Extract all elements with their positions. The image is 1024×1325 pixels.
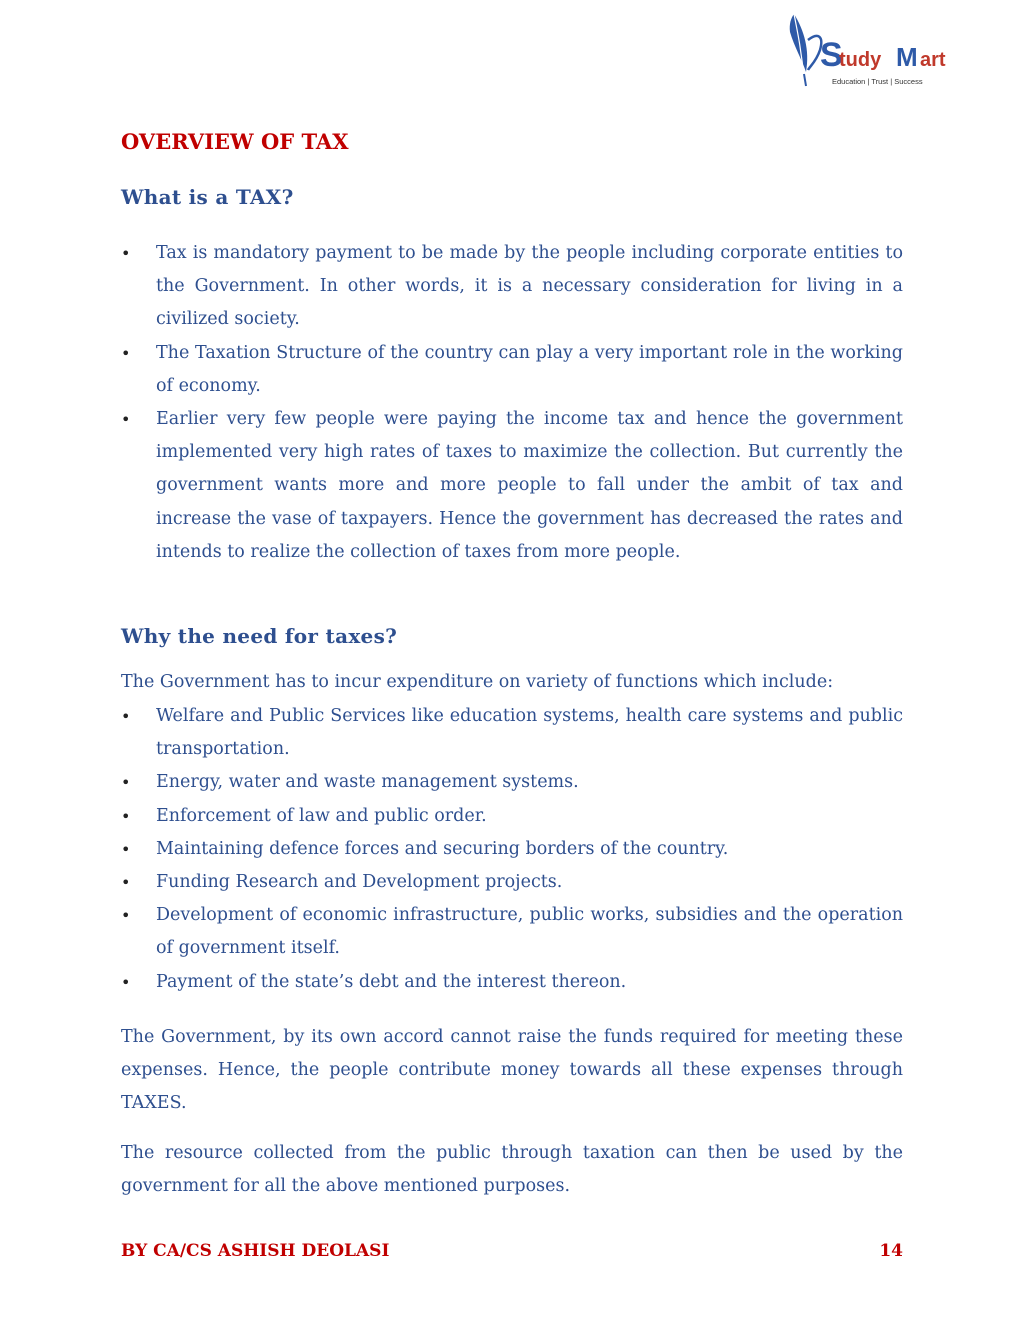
intro-paragraph: The Government has to incur expenditure on variety of functions which include: xyxy=(121,672,834,692)
logo-art: art xyxy=(920,49,946,71)
study-mart-logo xyxy=(784,10,964,90)
list-item: • The Taxation Structure of the country can play a very important role in the working of economy. xyxy=(121,337,903,403)
section-heading-why-taxes: Why the need for taxes? xyxy=(121,624,398,648)
list-item: • Enforcement of law and public order. xyxy=(121,800,903,833)
list-item: • Energy, water and waste management systems. xyxy=(121,766,903,799)
footer-author: BY CA/CS ASHISH DEOLASI xyxy=(121,1241,390,1261)
list-item: • Payment of the state’s debt and the interest thereon. xyxy=(121,966,903,999)
expenditure-list xyxy=(121,700,903,999)
logo-m: M xyxy=(896,42,918,72)
list-item: • Tax is mandatory payment to be made by the people including corporate entities to the Government. In other words, it is a necessary consideration for living in a civilized society. xyxy=(121,237,903,337)
feather-icon xyxy=(784,10,964,90)
logo-tagline: Education | Trust | Success xyxy=(832,77,923,86)
list-item: • Development of economic infrastructure, public works, subsidies and the operation of government itself. xyxy=(121,899,903,965)
logo-tudy: tudy xyxy=(839,49,882,71)
list-item: • Maintaining defence forces and securing borders of the country. xyxy=(121,833,903,866)
logo-s: S xyxy=(820,36,843,74)
list-item: • Earlier very few people were paying the income tax and hence the government implemented very high rates of taxes to maximize the collection. But currently the government wants more and more people to fall under the ambit of tax and increase the vase of taxpayers. Hence the government has decreased the rates and intends to realize the collection of taxes from more people. xyxy=(121,403,903,569)
page-number: 14 xyxy=(879,1241,903,1261)
page-title: OVERVIEW OF TAX xyxy=(121,129,349,154)
funding-paragraph: The Government, by its own accord cannot raise the funds required for meeting these expenses. Hence, the people contribute money towards all these expenses through TAXES. xyxy=(121,1027,903,1114)
section-heading-what-is-tax: What is a TAX? xyxy=(121,185,294,209)
list-item: • Funding Research and Development projects. xyxy=(121,866,903,899)
tax-definition-list xyxy=(121,237,903,569)
resource-paragraph: The resource collected from the public through taxation can then be used by the government for all the above mentioned purposes. xyxy=(121,1143,903,1197)
list-item: • Welfare and Public Services like education systems, health care systems and public transportation. xyxy=(121,700,903,766)
